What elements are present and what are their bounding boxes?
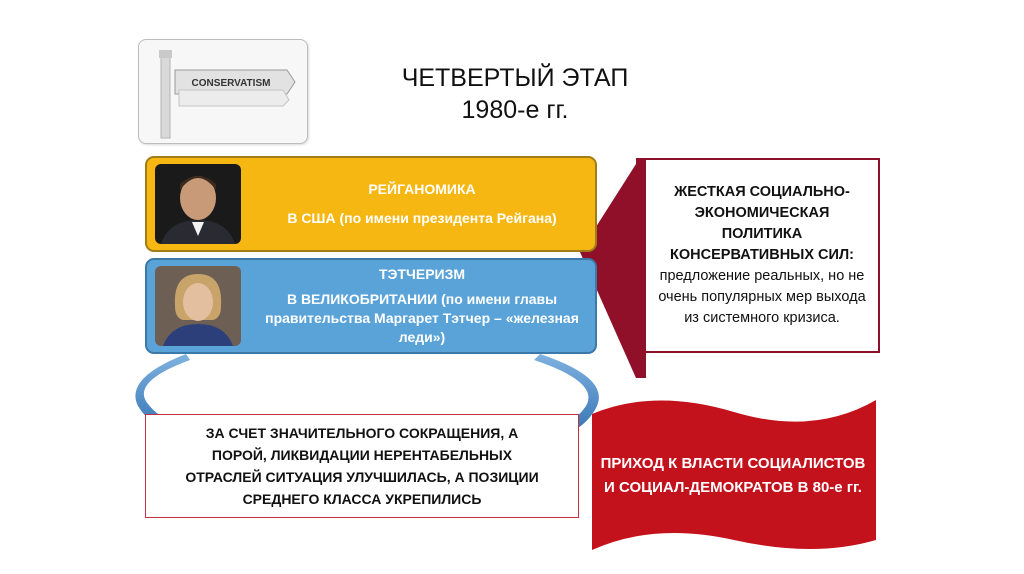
reaganomics-bar (145, 156, 597, 252)
reaganomics-description: В США (по имени президента Рейгана) (287, 210, 557, 226)
policy-bold-text: ЖЕСТКАЯ СОЦИАЛЬНО-ЭКОНОМИЧЕСКАЯ ПОЛИТИКА КОНСЕРВАТИВНЫХ СИЛ: (670, 184, 854, 263)
policy-normal-text: предложение реальных, но не очень популярных мер выхода из системного кризиса. (658, 268, 866, 326)
thatcher-portrait (155, 266, 241, 346)
page-title (330, 62, 700, 126)
reaganomics-heading: РЕЙГАНОМИКА (368, 181, 476, 197)
signpost-icon (139, 40, 307, 143)
result-box (145, 414, 579, 518)
thatcherism-heading: ТЭТЧЕРИЗМ (378, 266, 466, 282)
thatcherism-bar (145, 258, 597, 354)
title-line-1: ЧЕТВЕРТЫЙ ЭТАП (401, 64, 629, 92)
result-text: ЗА СЧЕТ ЗНАЧИТЕЛЬНОГО СОКРАЩЕНИЯ, А ПОРОЙ, ЛИКВИДАЦИИ НЕРЕНТАБЕЛЬНЫХ ОТРАСЛЕЙ СИТУАЦИЯ УЛУЧШИЛАСЬ, А ПОЗИЦИИ СРЕДНЕГО КЛАССА УКРЕПИЛИСЬ (185, 425, 539, 507)
flag-text: ПРИХОД К ВЛАСТИ СОЦИАЛИСТОВ И СОЦИАЛ-ДЕМОКРАТОВ В 80-е гг. (600, 455, 866, 496)
reagan-portrait (155, 164, 241, 244)
title-line-2: 1980-е гг. (461, 96, 569, 124)
thatcherism-description: В ВЕЛИКОБРИТАНИИ (по имени главы правительства Маргарет Тэтчер – «железная леди») (265, 291, 579, 345)
svg-text:CONSERVATISM: CONSERVATISM (191, 78, 271, 89)
policy-callout (646, 160, 880, 353)
conservatism-logo (138, 39, 308, 144)
